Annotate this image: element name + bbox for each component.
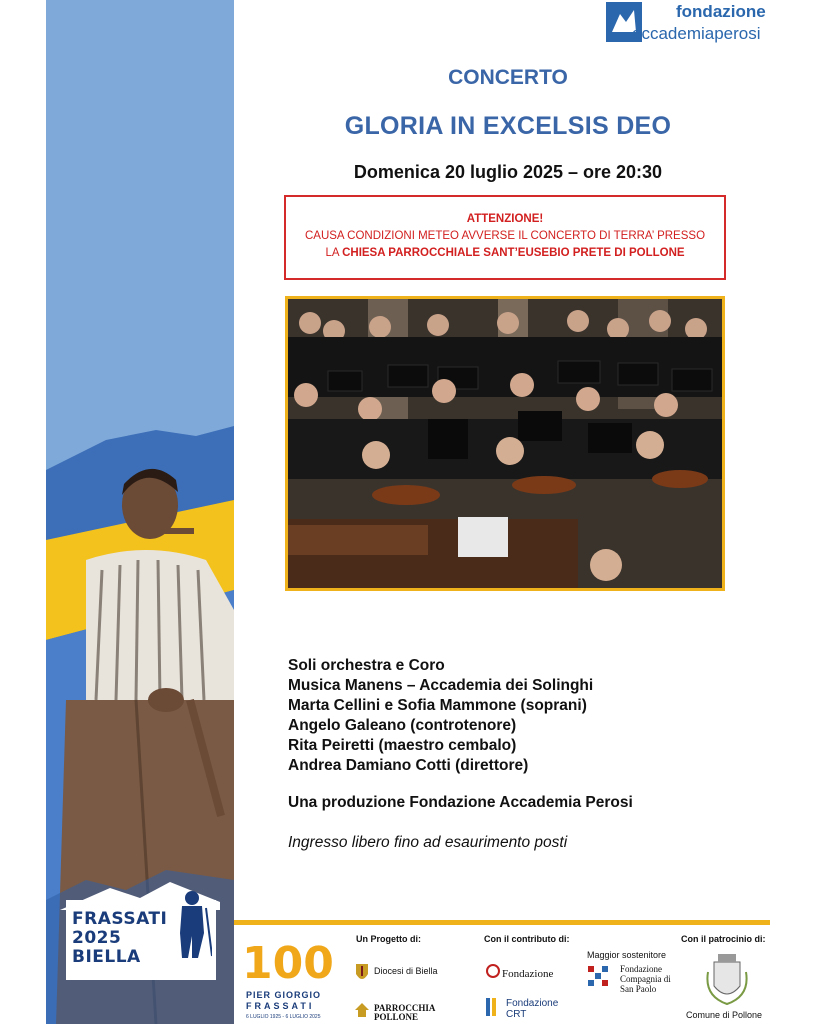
diocese-crest-icon [354, 962, 370, 984]
frassati-logo-line3: BIELLA [72, 947, 141, 967]
brand-line2: accademiaperosi [632, 24, 761, 43]
entrance-note: Ingresso libero fino ad esaurimento posti [288, 834, 568, 851]
parish-label: PARROCCHIA POLLONE [374, 1003, 435, 1022]
fondazione-accademia-perosi-logo [606, 2, 806, 48]
diocese-label: Diocesi di Biella [374, 966, 438, 976]
credit-line: Andrea Damiano Cotti (direttore) [288, 757, 529, 774]
concert-date: Domenica 20 luglio 2025 – ore 20:30 [353, 162, 663, 182]
fondazione-crt-label: Fondazione CRT [506, 998, 559, 1020]
alert-line2-prefix: LA [325, 247, 343, 259]
hundred-name1: PIER GIORGIO [246, 990, 322, 1000]
major-supporter-caption: Maggior sostenitore [587, 950, 667, 960]
credit-line: Soli orchestra e Coro [288, 657, 445, 674]
pier-giorgio-frassati-100-logo [240, 938, 348, 1024]
frassati-2025-logo [60, 880, 220, 980]
hundred-dates: 6 LUGLIO 1925 - 6 LUGLIO 2025 [246, 1014, 321, 1020]
alert-line1: CAUSA CONDIZIONI METEO AVVERSE IL CONCERTO DI TERRA’ PRESSO [304, 230, 706, 242]
alert-heading: ATTENZIONE! [466, 213, 544, 225]
concert-label: CONCERTO [448, 66, 568, 89]
production-credit: Una produzione Fondazione Accademia Perosi [288, 794, 633, 811]
side-illustration [46, 0, 234, 1024]
compagnia-label: Fondazione Compagnia di San Paolo [620, 964, 671, 994]
credit-line: Marta Cellini e Sofia Mammone (soprani) [288, 697, 587, 714]
brand-line1: fondazione [676, 2, 766, 21]
comune-crest-icon [704, 952, 750, 1008]
alert-venue: CHIESA PARROCCHIALE SANT’EUSEBIO PRETE DI POLLONE [342, 247, 685, 259]
patronage-caption: Con il patrocinio di: [681, 934, 766, 944]
concert-title: GLORIA IN EXCELSIS DEO [344, 112, 672, 140]
fondazione-cassa-label: Fondazione [502, 968, 554, 980]
frassati-logo-line2: 2025 [72, 928, 122, 948]
contribution-caption: Con il contributo di: [484, 934, 570, 944]
performers-list [288, 656, 768, 776]
san-paolo-logo-icon [588, 966, 608, 986]
crt-logo-icon [486, 998, 500, 1016]
hundred-name2: FRASSATI [246, 1001, 315, 1011]
hiker-silhouette-icon [172, 888, 212, 958]
hundred-number: 100 [242, 938, 334, 989]
credit-line: Musica Manens – Accademia dei Solinghi [288, 677, 594, 694]
frassati-logo-line1: FRASSATI [72, 909, 168, 929]
alert-line2 [286, 245, 724, 262]
comune-label: Comune di Pollone [686, 1010, 763, 1020]
credit-line: Angelo Galeano (controtenore) [288, 717, 517, 734]
footer-divider [234, 920, 770, 925]
choir-orchestra-photo [285, 296, 725, 591]
cassa-logo-icon [486, 964, 500, 978]
parish-icon [354, 1002, 370, 1018]
project-caption: Un Progetto di: [356, 934, 421, 944]
weather-alert-box [284, 195, 726, 280]
credit-line: Rita Peiretti (maestro cembalo) [288, 737, 517, 754]
